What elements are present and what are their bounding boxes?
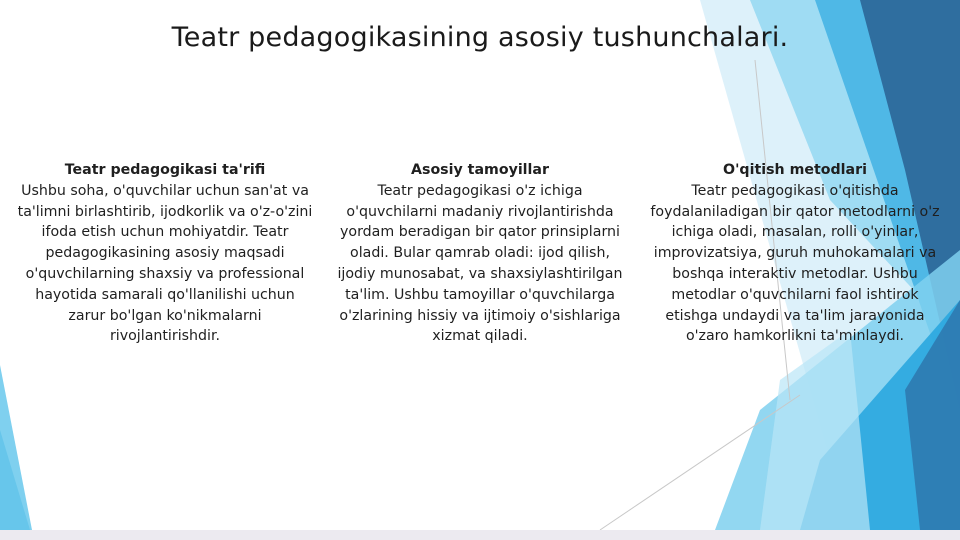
column-heading: Teatr pedagogikasi ta'rifi: [64, 162, 266, 178]
column-heading: Asosiy tamoyillar: [411, 162, 549, 178]
column-body: Teatr pedagogikasi o'qitishda foydalaniladigan bir qator metodlarni o'z ichiga oladi, masalan, rolli o'yinlar, improvizatsiya, guruh muhokamalari va boshqa interaktiv metodlar. Ushbu metodlar o'quvchilarni faol ishtirok etishga undaydi va ta'lim jarayonida o'zaro hamkorlikni ta'minlaydi.: [650, 182, 940, 345]
column-definition: [15, 160, 315, 347]
column-body: Teatr pedagogikasi o'z ichiga o'quvchilarni madaniy rivojlantirishda yordam beradigan bir qator prinsiplarni oladi. Bular qamrab oladi: ijod qilish, ijodiy munosabat, va shaxsiylashtirilgan ta'lim. Ushbu tamoyillar o'quvchilarga o'zlarining hissiy va ijtimoiy o'sishlariga xizmat qiladi.: [337, 182, 623, 345]
slide-title: Teatr pedagogikasining asosiy tushunchalari.: [171, 22, 789, 53]
bottom-strip: [0, 530, 960, 540]
column-body: Ushbu soha, o'quvchilar uchun san'at va ta'limni birlashtirib, ijodkorlik va o'z-o'zini ifoda etish uchun mohiyatdir. Teatr pedagogikasining asosiy maqsadi o'quvchilarning shaxsiy va professional hayotida samarali qo'llanilishi uchun zarur bo'lgan ko'nikmalarni rivojlantirishdir.: [17, 182, 313, 345]
column-methods: [645, 160, 945, 347]
column-principles: [330, 160, 630, 347]
column-heading: O'qitish metodlari: [723, 162, 867, 178]
